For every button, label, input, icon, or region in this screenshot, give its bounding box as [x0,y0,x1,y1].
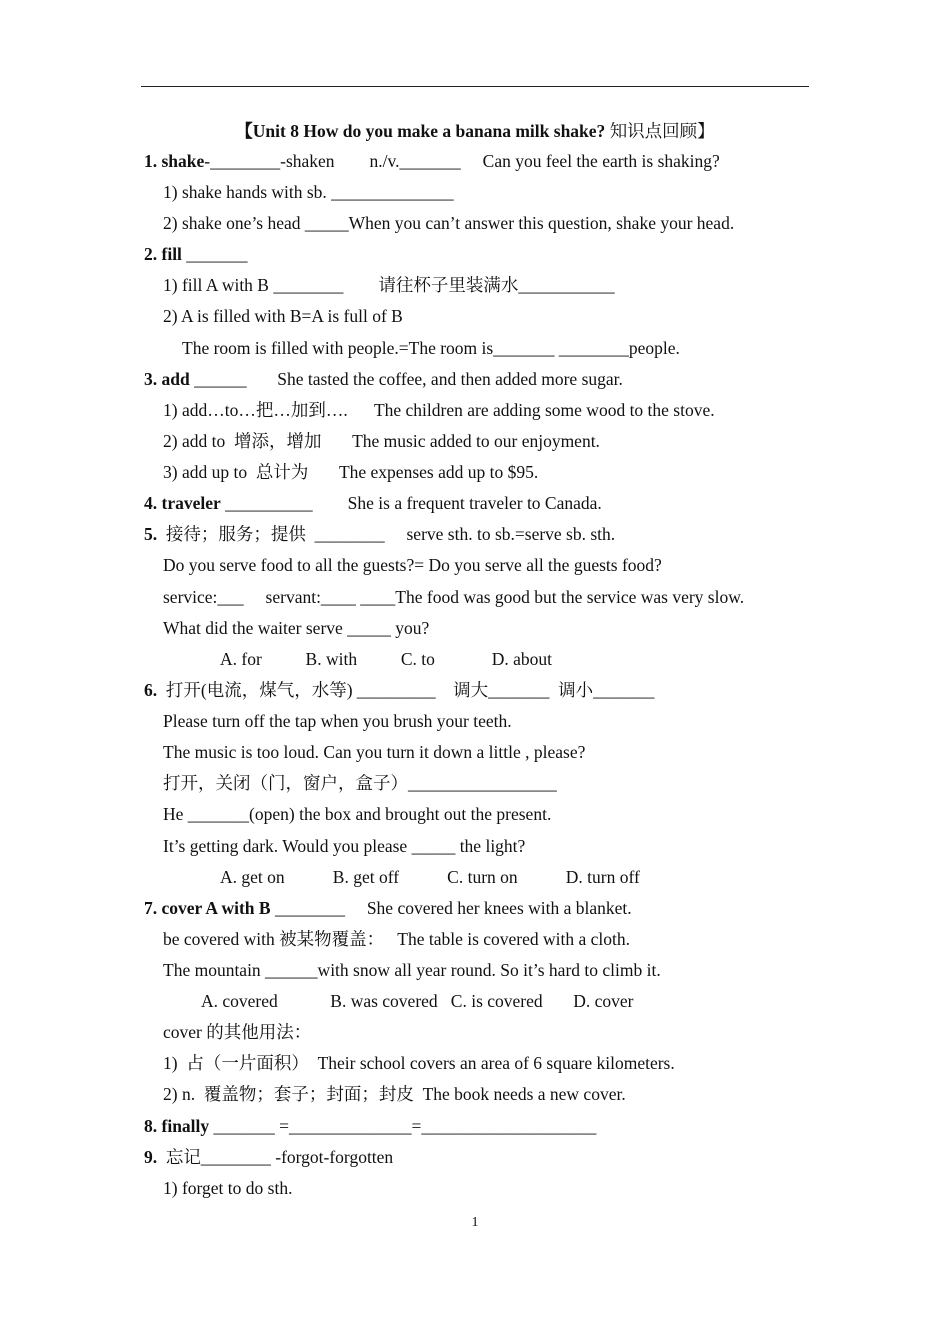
item-line: cover 的其他用法： [163,1022,312,1042]
item-line: service:___ servant:____ ____The food was good but the service was very slow. [163,587,745,607]
header-rule [141,86,809,87]
item-line: Do you serve food to all the guests?= Do you serve all the guests food? [163,555,662,575]
item-text: __________ She is a frequent traveler to Canada. [220,493,602,513]
item-3 [144,368,623,390]
item-number: 1. shake [144,151,205,171]
item-number: 8. finally [144,1116,210,1136]
item-line: 1) forget to do sth. [163,1178,293,1198]
item-line: He _______(open) the box and brought out the present. [163,804,552,824]
item-2 [144,243,248,265]
item-5 [144,523,615,545]
item-line: 2) add to 增添，增加 The music added to our enjoyment. [163,431,600,451]
item-line: 2) A is filled with B=A is full of B [163,306,403,326]
item-1 [144,150,720,172]
item-line: 1) shake hands with sb. ______________ [163,182,454,202]
item-line: 2) n. 覆盖物；套子；封面；封皮 The book needs a new cover. [163,1084,626,1104]
item-text: _______ [181,244,248,264]
item-line: 打开，关闭（门，窗户，盒子）_________________ [163,773,557,793]
item-number: 2. fill [144,244,182,264]
item-text: ________ She covered her knees with a blanket. [270,898,632,918]
item-line: It’s getting dark. Would you please _____ the light? [163,836,526,856]
item-text: _______ =______________=____________________ [209,1116,597,1136]
page-title-main: 【Unit 8 How do you make a banana milk shake? [235,121,606,141]
item-line: 1) 占（一片面积） Their school covers an area of 6 square kilometers. [163,1053,675,1073]
item-line: What did the waiter serve _____ you? [163,618,430,638]
item-text: ______ She tasted the coffee, and then added more sugar. [189,369,623,389]
answer-options: A. covered B. was covered C. is covered D. cover [201,991,634,1011]
item-number: 3. add [144,369,190,389]
item-line: 1) fill A with B ________ 请往杯子里装满水___________ [163,275,615,295]
item-line: The music is too loud. Can you turn it down a little , please? [163,742,586,762]
item-9 [144,1146,393,1168]
item-text: 忘记________ -forgot-forgotten [157,1147,394,1167]
item-text: -________-shaken n./v._______ Can you feel the earth is shaking? [204,151,720,171]
item-number: 7. cover A with B [144,898,271,918]
item-6 [144,679,654,701]
item-text: 接待；服务；提供 ________ serve sth. to sb.=serve sb. sth. [157,524,616,544]
page-title [0,118,950,143]
item-line: be covered with 被某物覆盖： The table is covered with a cloth. [163,929,631,949]
answer-options: A. for B. with C. to D. about [220,649,553,669]
item-line: The room is filled with people.=The room is_______ ________people. [182,338,680,358]
item-text: 打开(电流，煤气，水等) _________ 调大_______ 调小_______ [157,680,655,700]
item-number: 5. [144,524,158,544]
item-number: 4. traveler [144,493,221,513]
item-line: The mountain ______with snow all year round. So it’s hard to climb it. [163,960,661,980]
item-line: Please turn off the tap when you brush your teeth. [163,711,512,731]
item-number: 6. [144,680,158,700]
page-title-cn: 知识点回顾】 [605,121,715,141]
item-line: 3) add up to 总计为 The expenses add up to $95. [163,462,539,482]
item-line: 1) add…to…把…加到…. The children are adding some wood to the stove. [163,400,715,420]
item-4 [144,492,602,514]
answer-options: A. get on B. get off C. turn on D. turn off [220,867,640,887]
item-8 [144,1115,596,1137]
item-7 [144,897,632,919]
item-number: 9. [144,1147,158,1167]
item-line: 2) shake one’s head _____When you can’t answer this question, shake your head. [163,213,735,233]
page-number: 1 [471,1215,479,1230]
